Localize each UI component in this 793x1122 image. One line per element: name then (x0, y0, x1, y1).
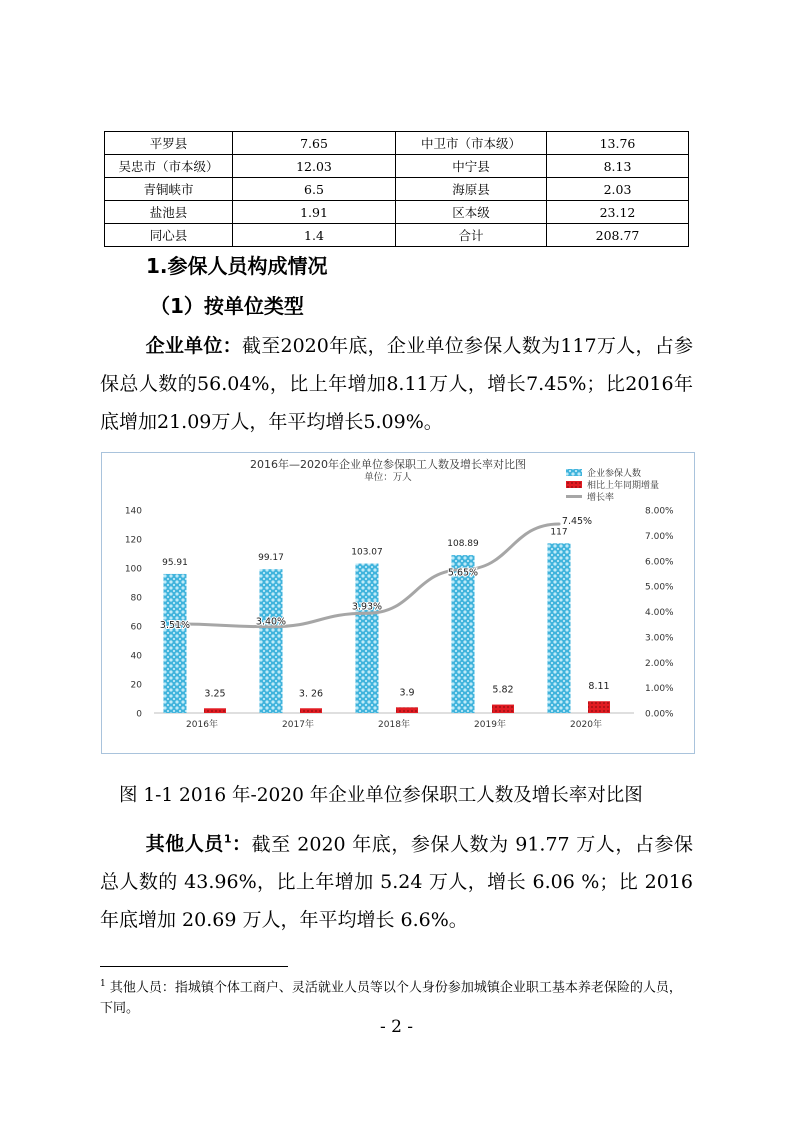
bar-yearly-increase-label: 3.9 (399, 687, 415, 699)
y2-axis-tick-label: 8.00% (645, 506, 674, 517)
table-cell: 区本级 (396, 201, 547, 224)
region-table (104, 131, 689, 247)
chart-title: 2016年—2020年企业单位参保职工人数及增长率对比图 (250, 458, 526, 471)
bar-enterprise-insured (452, 555, 475, 713)
table-row (105, 224, 689, 247)
chart-legend (566, 467, 659, 503)
table-row (105, 132, 689, 155)
region-table-body (105, 132, 689, 247)
bar-yearly-increase (588, 701, 610, 713)
table-cell: 1.4 (233, 224, 396, 247)
section-heading: 1.参保人员构成情况 (146, 254, 328, 278)
y-axis-tick-label: 40 (130, 651, 142, 662)
bar-yearly-increase-label: 8.11 (588, 681, 610, 693)
y2-axis-tick-label: 2.00% (645, 658, 674, 669)
bar-yearly-increase-label: 3. 26 (298, 688, 324, 700)
chart-labels (160, 516, 610, 699)
bar-enterprise-insured (356, 564, 379, 713)
legend-swatch-increase (566, 481, 582, 488)
y-axis-tick-label: 80 (130, 593, 142, 604)
bar-yearly-increase (492, 705, 514, 713)
table-cell: 青铜峡市 (105, 178, 233, 201)
y2-axis-tick-label: 4.00% (645, 608, 674, 618)
bar-enterprise-insured (260, 569, 283, 713)
footnote-mark: 1 (100, 979, 106, 989)
enterprise-text: 截至2020年底，企业单位参保人数为117万人，占参保总人数的56.04%，比上年增加8.11万人，增长7.45%；比2016年底增加21.09万人，年平均增长5.09%。 (100, 335, 693, 433)
table-cell: 7.65 (233, 132, 396, 155)
y-axis-tick-label: 60 (130, 622, 142, 633)
enterprise-chart (101, 452, 695, 754)
other-lead-text: 其他人员 (145, 833, 224, 856)
footnote-text: 其他人员：指城镇个体工商户、灵活就业人员等以个人身份参加城镇企业职工基本养老保险的人员，下同。 (100, 980, 682, 1017)
chart-bars (164, 543, 611, 713)
other-paragraph (100, 821, 693, 939)
x-axis-tick-label: 2019年 (474, 720, 506, 730)
bar-yearly-increase (396, 707, 418, 713)
legend-label-increase: 相比上年同期增量 (587, 481, 660, 491)
footnote-divider (100, 966, 288, 967)
table-cell: 12.03 (233, 155, 396, 178)
other-lead (146, 833, 252, 855)
y-axis-tick-label: 120 (124, 535, 142, 546)
y-axis-tick-label: 0 (136, 709, 142, 720)
table-cell: 海原县 (396, 178, 547, 201)
bar-enterprise-insured-label: 108.89 (447, 539, 479, 550)
table-row (105, 155, 689, 178)
y-axis-tick-label: 140 (124, 506, 142, 517)
y2-axis-tick-label: 0.00% (645, 709, 674, 720)
table-cell: 平罗县 (105, 132, 233, 155)
bar-enterprise-insured (548, 543, 571, 713)
bar-enterprise-insured-label: 99.17 (258, 553, 284, 564)
table-cell: 208.77 (547, 224, 689, 247)
enterprise-paragraph (100, 327, 693, 441)
section-subheading: （1）按单位类型 (150, 294, 304, 318)
bar-yearly-increase (204, 708, 226, 713)
table-cell: 中宁县 (396, 155, 547, 178)
y2-axis-tick-label: 7.00% (645, 531, 674, 542)
table-cell: 中卫市（市本级） (396, 132, 547, 155)
x-axis-tick-label: 2017年 (282, 720, 314, 730)
bar-yearly-increase (300, 708, 322, 713)
footnote (100, 974, 693, 1019)
bar-enterprise-insured-label: 95.91 (162, 557, 188, 568)
footnote-ref[interactable]: 1 (223, 833, 232, 846)
table-cell: 合计 (396, 224, 547, 247)
y2-axis-tick-label: 5.00% (645, 582, 674, 593)
bar-enterprise-insured-label: 117 (550, 527, 568, 538)
growth-rate-point (558, 522, 561, 525)
y-axis-tick-label: 100 (124, 564, 142, 575)
growth-rate-label: 3.51% (159, 619, 191, 631)
y-axis-tick-label: 20 (130, 680, 142, 691)
chart-subtitle: 单位：万人 (364, 472, 412, 483)
x-axis-tick-label: 2016年 (186, 720, 218, 730)
bar-enterprise-insured (164, 574, 187, 713)
enterprise-lead: 企业单位： (145, 335, 242, 357)
table-cell: 6.5 (233, 178, 396, 201)
bar-enterprise-insured-label: 103.07 (351, 547, 383, 558)
legend-label-growth: 增长率 (587, 493, 615, 503)
table-cell: 同心县 (105, 224, 233, 247)
table-cell: 1.91 (233, 201, 396, 224)
chart-svg (102, 453, 694, 753)
growth-rate-label: 7.45% (561, 515, 593, 527)
bar-yearly-increase-label: 3.25 (204, 688, 226, 700)
growth-rate-label: 3.40% (255, 616, 287, 628)
legend-label-enterprise: 企业参保人数 (587, 469, 642, 479)
table-cell: 吴忠市（市本级） (105, 155, 233, 178)
figure-caption: 图 1-1 2016 年-2020 年企业单位参保职工人数及增长率对比图 (119, 785, 643, 806)
table-cell: 8.13 (547, 155, 689, 178)
x-axis-tick-label: 2018年 (378, 720, 410, 730)
growth-rate-label: 3.93% (351, 601, 383, 613)
table-cell: 23.12 (547, 201, 689, 224)
bar-yearly-increase-label: 5.82 (492, 684, 514, 696)
legend-swatch-enterprise (566, 469, 582, 476)
table-row (105, 201, 689, 224)
table-cell: 盐池县 (105, 201, 233, 224)
other-lead-colon: ： (231, 833, 252, 856)
growth-rate-label: 5.65% (447, 567, 479, 579)
y2-axis-tick-label: 6.00% (645, 557, 674, 568)
x-axis-tick-label: 2020年 (570, 720, 602, 730)
y2-axis-tick-label: 3.00% (645, 633, 674, 644)
y2-axis-tick-label: 1.00% (645, 684, 674, 695)
table-cell: 13.76 (547, 132, 689, 155)
table-row (105, 178, 689, 201)
table-cell: 2.03 (547, 178, 689, 201)
other-text: 截至 2020 年底，参保人数为 91.77 万人，占参保总人数的 43.96%，比上年增加 5.24 万人，增长 6.06 %；比 2016 年底增加 20.69 万人，年平均增长 6.6%。 (100, 833, 693, 932)
page-number: - 2 - (379, 1017, 414, 1037)
